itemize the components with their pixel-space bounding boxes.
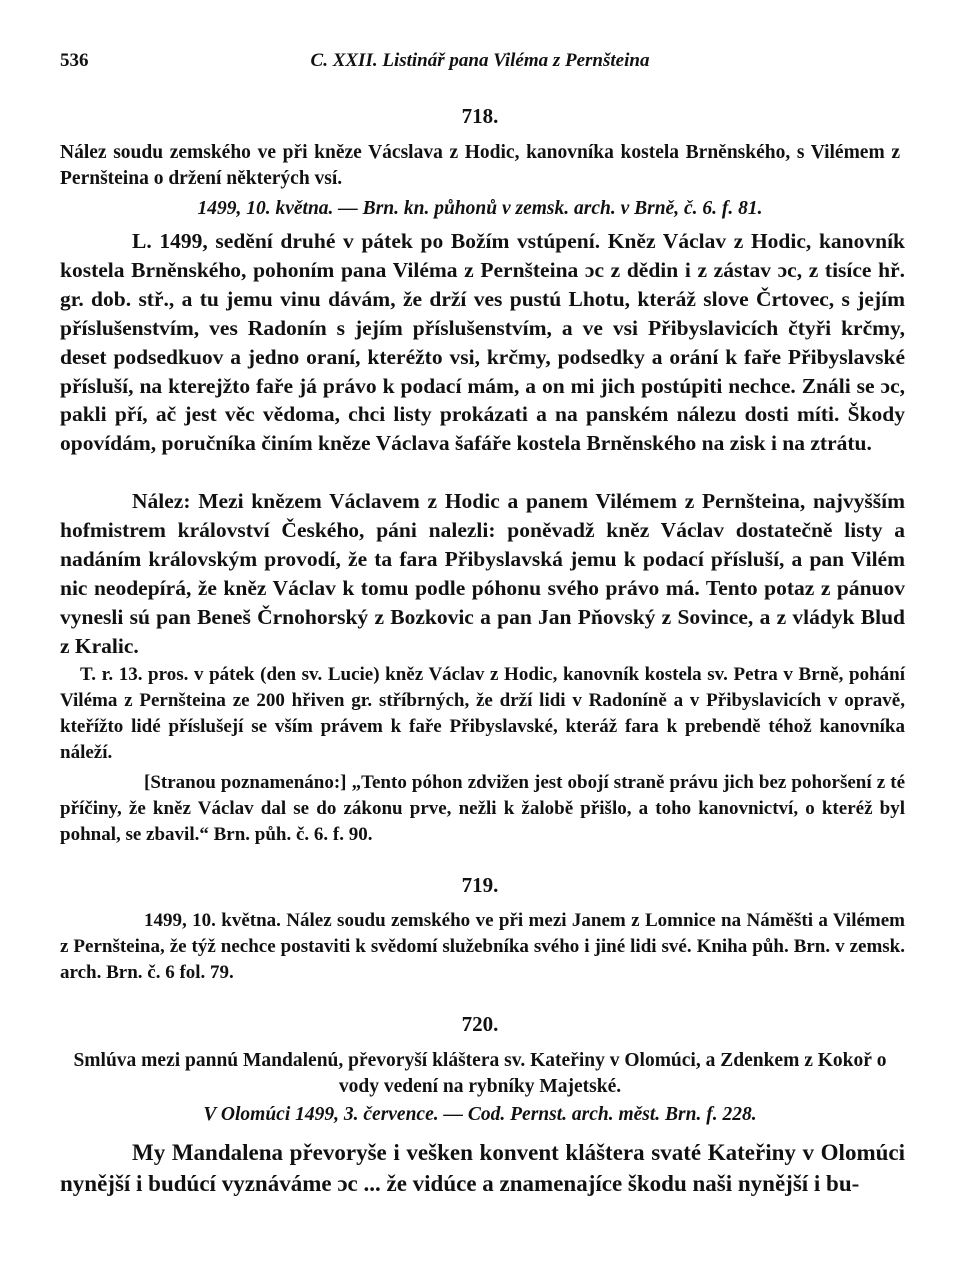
note-paragraph-718: T. r. 13. pros. v pátek (den sv. Lucie) kněz Václav z Hodic, kanovník kostela sv. Petra v Brně, pohání Viléma z Pernšteina ze 200 hřiven gr. stříbrných, že drží lidi v Radoníně a v Přibyslavicích v opravě, kteřížto lidé příslušejí se vším právem k faře Přibyslavské, kteráž fara k prebendě téhož kanovníka náleží. <box>60 664 905 763</box>
document-heading-720: Smlúva mezi pannú Mandalenú, převoryší kláštera sv. Kateřiny v Olomúci, a Zdenkem z Kokoř o vody vedení na rybníky Majetské. <box>73 1050 887 1097</box>
document-source-720: V Olomúci 1499, 3. července. — Cod. Pernst. arch. měst. Brn. f. 228. <box>203 1104 757 1125</box>
running-head <box>60 50 900 76</box>
document-source-718: 1499, 10. května. — Brn. kn. půhonů v zemsk. arch. v Brně, č. 6. f. 81. <box>197 198 763 219</box>
margin-note-718: [Stranou poznamenáno:] „Tento póhon zdvižen jest obojí straně právu jich bez pohoršení z té příčiny, že kněz Václav dal se do zákonu prve, nežli k žalobě přišlo, a toho kanovnictví, o kteréž byl pohnal, se zbavil.“ Brn. půh. č. 6. f. 90. <box>60 772 905 845</box>
document-body-720: My Mandalena převoryše i vešken konvent kláštera svaté Kateřiny v Olomúci nynější i budúcí vyznáváme ɔc ... že vidúce a znamenajíce škodu naši nynější i bu- <box>60 1140 905 1196</box>
document-number-719: 719. <box>461 873 499 897</box>
document-body-719: 1499, 10. května. Nález soudu zemského ve při mezi Janem z Lomnice na Náměšti a Vilémem z Pernšteina, že týž nechce postaviti k svědomí služebníka svého i jiné lidi své. Kniha půh. Brn. v zemsk. arch. Brn. č. 6 fol. 79. <box>60 910 905 983</box>
page-number: 536 <box>60 50 89 71</box>
running-title: C. XXII. Listinář pana Viléma z Pernšteina <box>310 50 650 71</box>
verdict-paragraph-718: Nález: Mezi knězem Václavem z Hodic a panem Vilémem z Pernšteina, najvyšším hofmistrem království Českého, páni nalezli: poněvadž kněz Václav dostatečně listy a nadáním královským provodí, že ta fara Přibyslavská jemu k podací přísluší, a pan Vilém nic neodepírá, že kněz Václav k tomu podle póhonu svého právo má. Tento potaz z pánuov vynesli sú pan Beneš Črnohorský z Bozkovic a pan Jan Pňovský z Sovince, a z vládyk Blud z Kralic. <box>60 489 905 658</box>
document-heading-718: Nález soudu zemského ve při kněze Vácslava z Hodic, kanovníka kostela Brněnského, s Vilémem z Pernšteina o držení některých vsí. <box>60 142 900 189</box>
document-number-718: 718. <box>461 104 499 128</box>
document-body-718: L. 1499, sedění druhé v pátek po Božím vstúpení. Kněz Václav z Hodic, kanovník kostela Brněnského, pohoním pana Viléma z Pernšteina ɔc z dědin i z zástav ɔc, z tisíce hř. gr. dob. stř., a tu jemu vinu dávám, že drží ves pustú Lhotu, kteráž slove Črtovec, s jejím příslušenstvím, ves Radonín s jejím příslušenstvím, a ve vsi Přibyslavicích čtyři krčmy, deset podsedkuov a jedno oraní, kteréžto vsi, krčmy, podsedky a orání k faře Přibyslavské přísluší, na kterejžto faře já právo k podací mám, a on mi jich postúpiti nechce. Ználi se ɔc, pakli pří, ač jest věc vědoma, chci listy prokázati a na panském nálezu dosti míti. Škody opovídám, poručníka činím kněze Václava šafáře kostela Brněnského na zisk i na ztrátu. <box>60 229 905 456</box>
document-number-720: 720. <box>461 1012 499 1036</box>
